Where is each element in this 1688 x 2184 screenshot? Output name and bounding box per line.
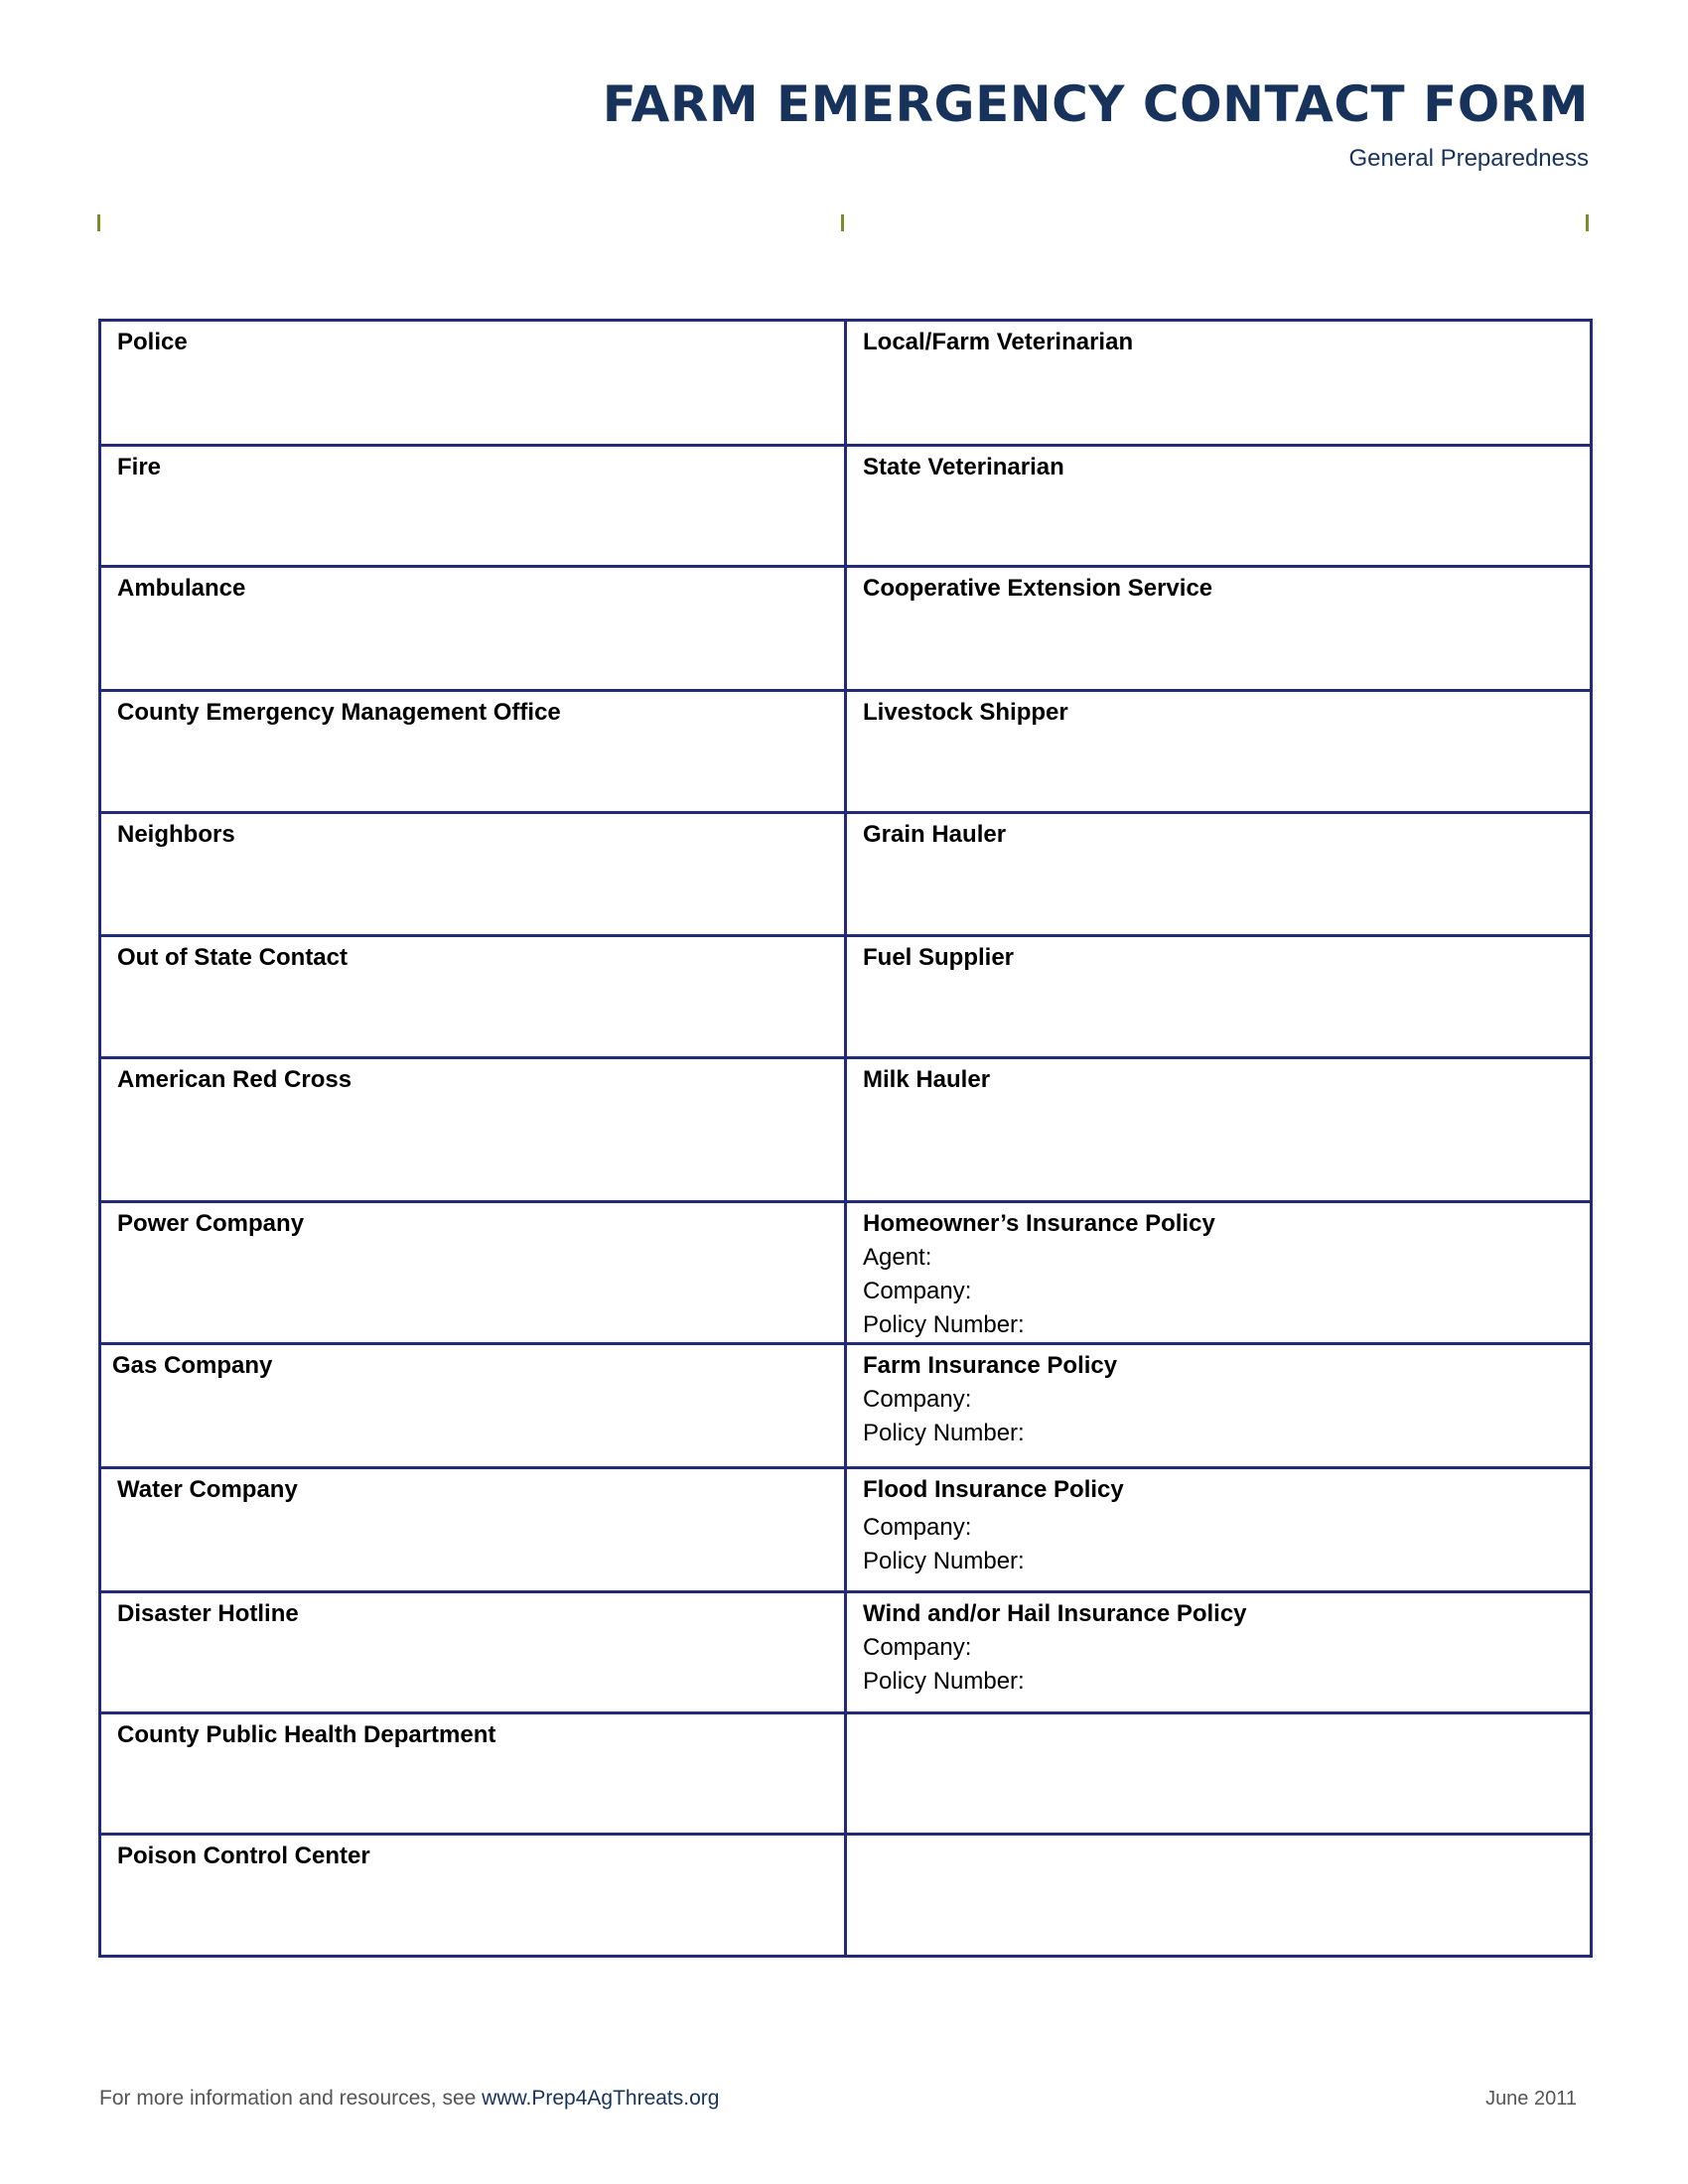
power-company-cell[interactable]	[100, 1202, 846, 1344]
table-row	[100, 691, 1592, 813]
wind-hail-insurance-label: Wind and/or Hail Insurance Policy	[863, 1600, 1247, 1627]
ambulance-cell[interactable]	[100, 567, 846, 691]
table-row	[100, 1344, 1592, 1468]
neighbors-cell[interactable]	[100, 813, 846, 936]
american-red-cross-label: American Red Cross	[117, 1066, 352, 1093]
milk-hauler-cell[interactable]	[846, 1058, 1592, 1202]
table-row	[100, 567, 1592, 691]
county-emergency-management-cell[interactable]	[100, 691, 846, 813]
table-row	[100, 446, 1592, 567]
fire-cell[interactable]	[100, 446, 846, 567]
company-field-label: Company:	[863, 1386, 972, 1413]
ambulance-label: Ambulance	[117, 575, 246, 602]
footer-date: June 2011	[1485, 2088, 1577, 2110]
blank-cell[interactable]	[846, 1713, 1592, 1835]
fuel-supplier-label: Fuel Supplier	[863, 944, 1015, 971]
form-subtitle: General Preparedness	[1348, 145, 1589, 172]
gas-company-label: Gas Company	[112, 1352, 273, 1379]
neighbors-label: Neighbors	[117, 821, 235, 848]
american-red-cross-cell[interactable]	[100, 1058, 846, 1202]
company-field-label: Company:	[863, 1278, 972, 1304]
table-row	[100, 1468, 1592, 1592]
disaster-hotline-label: Disaster Hotline	[117, 1600, 299, 1627]
local-farm-veterinarian-cell[interactable]	[846, 321, 1592, 446]
livestock-shipper-label: Livestock Shipper	[863, 699, 1068, 726]
resources-link[interactable]: www.Prep4AgThreats.org	[482, 2087, 720, 2110]
police-cell[interactable]	[100, 321, 846, 446]
grain-hauler-label: Grain Hauler	[863, 821, 1007, 848]
center-tick-mark	[841, 214, 844, 231]
table-row	[100, 936, 1592, 1058]
policy-number-field-label: Policy Number:	[863, 1548, 1025, 1574]
out-of-state-contact-label: Out of State Contact	[117, 944, 348, 971]
policy-number-field-label: Policy Number:	[863, 1668, 1025, 1695]
left-tick-mark	[97, 214, 100, 231]
footer-info	[99, 2087, 719, 2111]
farm-insurance-cell[interactable]	[846, 1344, 1592, 1468]
table-row	[100, 1713, 1592, 1835]
wind-hail-insurance-cell[interactable]	[846, 1592, 1592, 1713]
out-of-state-contact-cell[interactable]	[100, 936, 846, 1058]
power-company-label: Power Company	[117, 1210, 305, 1237]
table-row	[100, 1058, 1592, 1202]
right-tick-mark	[1586, 214, 1589, 231]
company-field-label: Company:	[863, 1514, 972, 1541]
gas-company-cell[interactable]	[100, 1344, 846, 1468]
police-label: Police	[117, 329, 188, 355]
table-row	[100, 813, 1592, 936]
table-row	[100, 1202, 1592, 1344]
fire-label: Fire	[117, 454, 162, 480]
policy-number-field-label: Policy Number:	[863, 1420, 1025, 1446]
company-field-label: Company:	[863, 1634, 972, 1661]
milk-hauler-label: Milk Hauler	[863, 1066, 991, 1093]
fuel-supplier-cell[interactable]	[846, 936, 1592, 1058]
poison-control-label: Poison Control Center	[117, 1843, 370, 1869]
homeowners-insurance-cell[interactable]	[846, 1202, 1592, 1344]
livestock-shipper-cell[interactable]	[846, 691, 1592, 813]
flood-insurance-cell[interactable]	[846, 1468, 1592, 1592]
footer-info-text: For more information and resources, see	[99, 2087, 483, 2110]
local-farm-veterinarian-label: Local/Farm Veterinarian	[863, 329, 1134, 355]
county-emergency-management-label: County Emergency Management Office	[117, 699, 561, 726]
table-row	[100, 321, 1592, 446]
table-row	[100, 1592, 1592, 1713]
county-public-health-label: County Public Health Department	[117, 1721, 496, 1748]
table-row	[100, 1835, 1592, 1957]
farm-insurance-label: Farm Insurance Policy	[863, 1352, 1118, 1379]
policy-number-field-label: Policy Number:	[863, 1311, 1025, 1338]
blank-cell[interactable]	[846, 1835, 1592, 1957]
state-veterinarian-cell[interactable]	[846, 446, 1592, 567]
homeowners-insurance-label: Homeowner’s Insurance Policy	[863, 1210, 1215, 1237]
water-company-label: Water Company	[117, 1476, 298, 1503]
county-public-health-cell[interactable]	[100, 1713, 846, 1835]
cooperative-extension-cell[interactable]	[846, 567, 1592, 691]
agent-field-label: Agent:	[863, 1244, 932, 1271]
water-company-cell[interactable]	[100, 1468, 846, 1592]
poison-control-cell[interactable]	[100, 1835, 846, 1957]
cooperative-extension-label: Cooperative Extension Service	[863, 575, 1213, 602]
grain-hauler-cell[interactable]	[846, 813, 1592, 936]
state-veterinarian-label: State Veterinarian	[863, 454, 1064, 480]
disaster-hotline-cell[interactable]	[100, 1592, 846, 1713]
form-title: FARM EMERGENCY CONTACT FORM	[602, 75, 1589, 133]
emergency-contact-table	[98, 319, 1593, 1958]
flood-insurance-label: Flood Insurance Policy	[863, 1476, 1124, 1503]
